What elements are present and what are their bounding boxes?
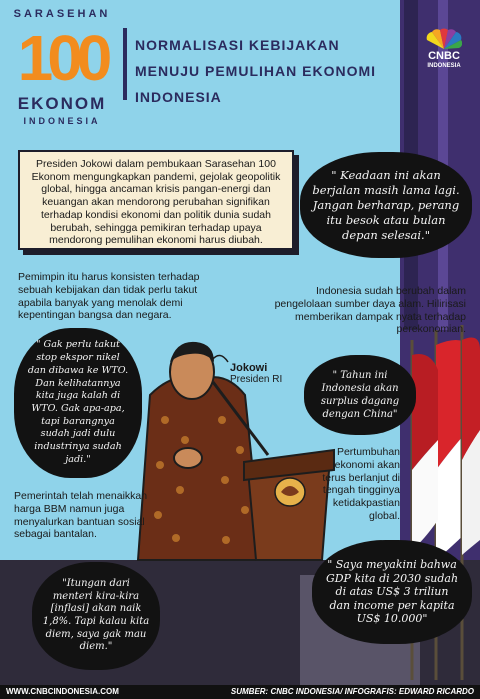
quote-text: " Saya meyakini bahwa GDP kita di 2030 sudah di atas US$ 3 triliun dan income per kapita US$ 10.000": [325, 558, 459, 626]
quote-bubble: [14, 328, 142, 478]
title-line: MENUJU PEMULIHAN EKONOMI: [135, 63, 377, 79]
quote-text: " Tahun ini Indonesia akan surplus dagang dengan China": [320, 370, 400, 420]
logo-number: 100: [17, 22, 107, 94]
note-text: Indonesia sudah berubah dalam pengelolaan sumber daya alam. Hilirisasi memberikan dampak nyata terhadap perekonomian.: [274, 285, 466, 336]
speaker-name: Jokowi: [230, 362, 268, 374]
brand-sub: INDONESIA: [427, 63, 461, 69]
intro-text: Presiden Jokowi dalam pembukaan Sarasehan 100 Ekonom mengungkapkan pandemi, gejolak geopolitik global, hingga ancaman krisis pangan-energi dan keuangan akan mendorong perubahan signifikan terhadap kondisi ekonomi dan politik dunia sudah berubah, sehingga pemikiran terhadap upaya mendorong pemulihan ekonomi harus diubah.: [31, 158, 281, 247]
footer-website: WWW.CNBCINDONESIA.COM: [6, 687, 119, 696]
note-text: Pemerintah telah menaikkan harga BBM namun juga menyalurkan bantuan sosial sebagai bantalan.: [14, 490, 148, 541]
brand-logo: [414, 28, 474, 72]
note-text: Pemimpin itu harus konsisten terhadap sebuah kebijakan dan tidak perlu takut apabila banyak yang menolak demi kepentingan bangsa dan negara.: [18, 271, 200, 322]
quote-bubble: [300, 152, 472, 258]
quote-text: "Itungan dari menteri kira-kira [inflasi] akan naik 1,8%. Tapi kalau kita diem, saya gak mau diem.": [42, 578, 150, 653]
title-line: INDONESIA: [135, 89, 222, 105]
footer-credit: SUMBER: CNBC INDONESIA/ INFOGRAFIS: EDWARD RICARDO: [230, 687, 474, 696]
brand-name: CNBC: [428, 50, 460, 62]
page-title: [135, 32, 397, 110]
peacock-logo-icon: [426, 28, 462, 50]
event-logo: [6, 8, 118, 132]
quote-bubble: [32, 562, 160, 670]
title-divider: [123, 28, 127, 100]
logo-sub-text: INDONESIA: [23, 116, 101, 126]
title-line: NORMALISASI KEBIJAKAN: [135, 37, 340, 53]
intro-box: [18, 150, 294, 250]
speaker-caption: [230, 362, 310, 385]
quote-bubble: [304, 355, 416, 435]
speaker-role: Presiden RI: [230, 374, 283, 385]
quote-text: " Gak perlu takut stop ekspor nikel dan dibawa ke WTO. Dan kelihatannya kita juga kalah di WTO. Gak apa-apa, tapi barangnya sudah jadi dulu industrinya sudah jadi.": [27, 339, 129, 465]
logo-word: EKONOM: [17, 94, 107, 113]
quote-bubble: [312, 540, 472, 644]
footer-bar: [0, 685, 480, 699]
quote-text: " Keadaan ini akan berjalan masih lama lagi. Jangan berharap, perang itu besok atau bulan depan selesai.": [312, 167, 460, 242]
note-text: Pertumbuhan ekonomi akan terus berlanjut di tengah tingginya ketidakpastian global.: [322, 446, 400, 522]
logo-top-text: SARASEHAN: [13, 8, 111, 20]
